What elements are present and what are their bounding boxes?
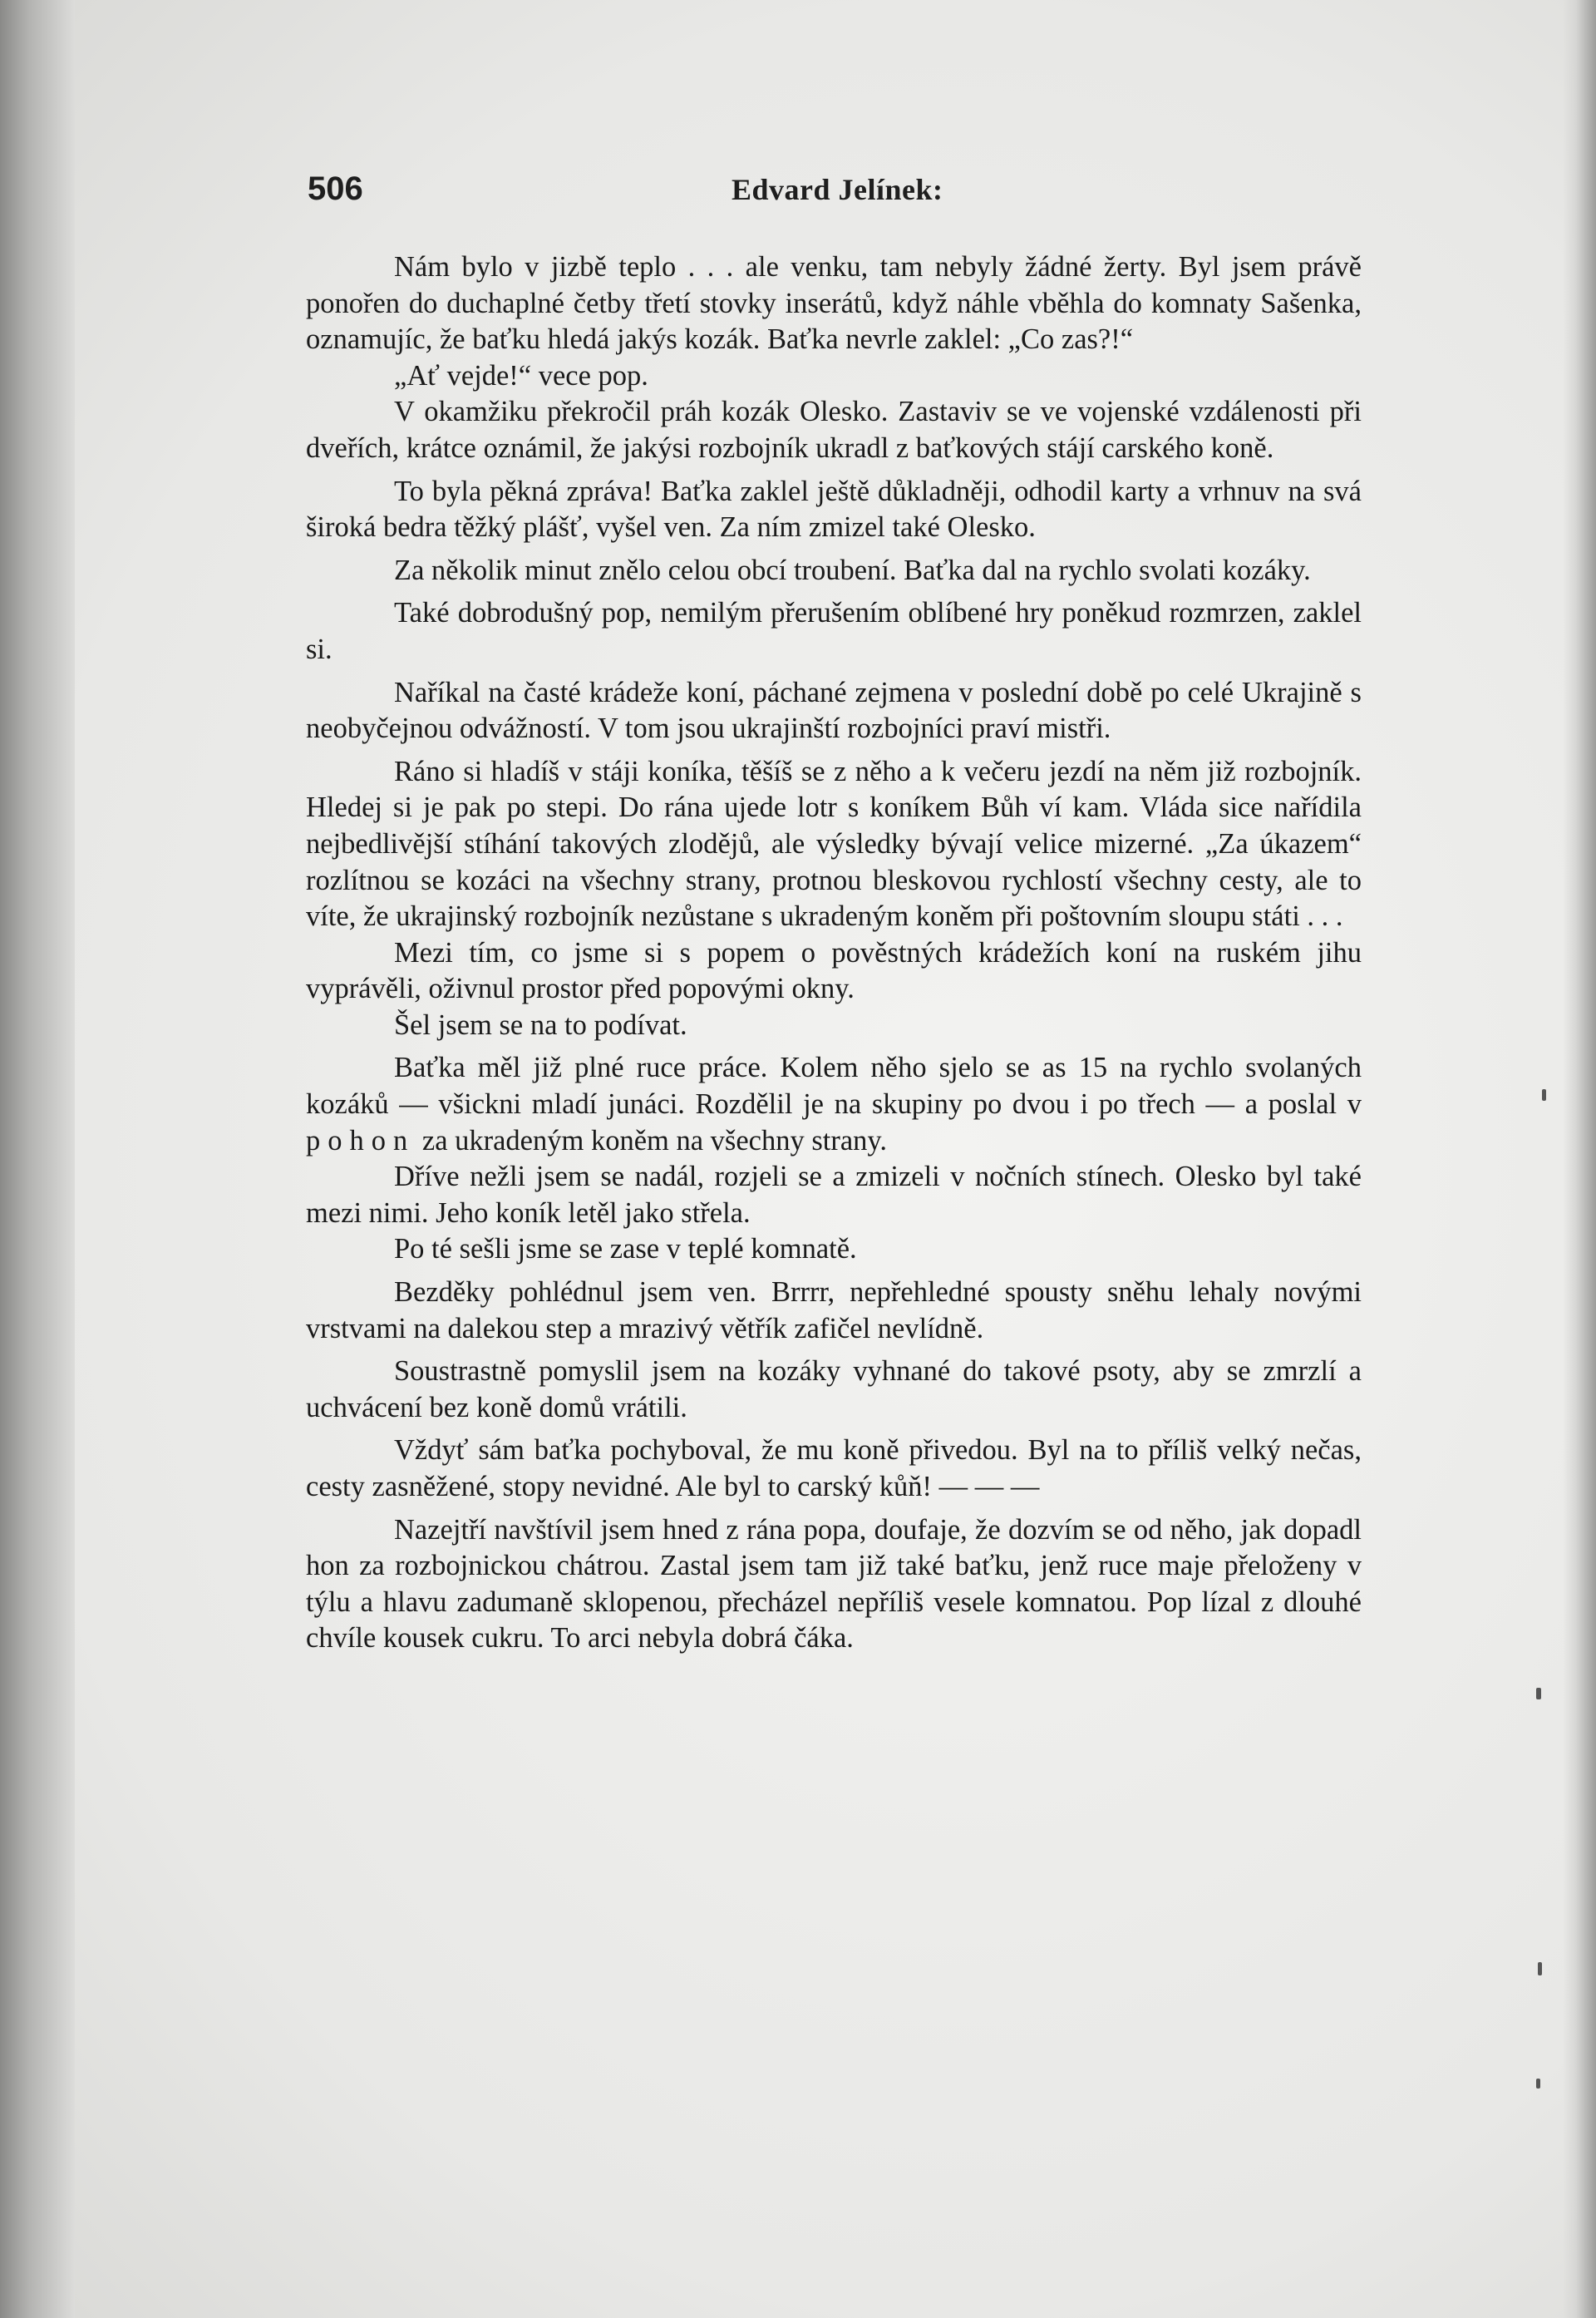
margin-speck xyxy=(1536,2079,1540,2089)
paragraph: Šel jsem se na to podívat. xyxy=(394,1009,687,1041)
page-number: 506 xyxy=(308,170,363,207)
paragraph: Mezi tím, co jsme si s popem o pověstných krádežích koní na ruském jihu vyprávěli, oživnul prostor před popovými okny. xyxy=(306,936,1362,1005)
paragraph: V okamžiku překročil práh kozák Olesko. Zastaviv se ve vojenské vzdálenosti při dveřích, krátce oznámil, že jakýsi rozbojník ukradl z baťkových stájí carského koně. xyxy=(306,396,1362,464)
paragraph xyxy=(306,1050,1362,1159)
margin-speck xyxy=(1542,1089,1546,1101)
paragraph-text: za ukradeným koněm na všechny strany. xyxy=(415,1124,888,1157)
paragraph: Za několik minut znělo celou obcí troubení. Baťka dal na rychlo svolati kozáky. xyxy=(394,554,1311,586)
paragraph: Nám bylo v jizbě teplo . . . ale venku, tam nebyly žádné žerty. Byl jsem právě ponořen do duchaplné četby třetí stovky inserátů, když náhle vběhla do komnaty Sašenka, oznamujíc, že baťku hledá jakýs kozák. Baťka nevrle zaklel: „Co zas?!“ xyxy=(306,251,1362,356)
spaced-emphasis: pohon xyxy=(306,1124,416,1157)
paragraph: Ráno si hladíš v stáji koníka, těšíš se z něho a k večeru jezdí na něm již rozbojník. Hledej si je pak po stepi. Do rána ujede lotr s koníkem Bůh ví kam. Vláda sice nařídila nejbedlivější stíhání takových zlodějů, ale výsledky bývají velice mizerné. „Za úkazem“ rozlítnou se kozáci na všechny strany, protnou bleskovou rychlostí všechny cesty, ale to víte, že ukrajinský rozbojník nezůstane s ukradeným koněm při poštovním sloupu státi . . . xyxy=(306,755,1362,933)
page-edge-shadow xyxy=(1563,0,1596,2318)
paragraph: Vždyť sám baťka pochyboval, že mu koně přivedou. Byl na to příliš velký nečas, cesty zasněžené, stopy nevidné. Ale byl to carský kůň! — — — xyxy=(306,1434,1362,1502)
paragraph: Soustrastně pomyslil jsem na kozáky vyhnané do takové psoty, aby se zmrzlí a uchvácení bez koně domů vrátili. xyxy=(306,1355,1362,1423)
paragraph: Dříve nežli jsem se nadál, rozjeli se a zmizeli v nočních stínech. Olesko byl také mezi nimi. Jeho koník letěl jako střela. xyxy=(306,1161,1362,1229)
paragraph-text: Baťka měl již plné ruce práce. Kolem něho sjelo se as 15 na rychlo svolaných kozáků — všickni mladí junáci. Rozdělil je na skupiny po dvou i po třech — a poslal v xyxy=(306,1052,1362,1121)
page-header xyxy=(308,170,1363,220)
running-title: Edvard Jelínek: xyxy=(732,173,943,206)
paragraph: To byla pěkná zpráva! Baťka zaklel ještě důkladněji, odhodil karty a vrhnuv na svá široká bedra těžký plášť, vyšel ven. Za ním zmizel také Olesko. xyxy=(306,475,1362,544)
paragraph: Nazejtří navštívil jsem hned z rána popa, doufaje, že dozvím se od něho, jak dopadl hon za rozbojnickou chátrou. Zastal jsem tam již také baťku, jenž ruce maje přeloženy v týlu a hlavu zadumaně sklopenou, přecházel nepříliš vesele komnatou. Pop lízal z dlouhé chvíle kousek cukru. To arci nebyla dobrá čáka. xyxy=(306,1513,1362,1655)
paragraph: Také dobrodušný pop, nemilým přerušením oblíbené hry poněkud rozmrzen, zaklel si. xyxy=(306,597,1362,665)
body-text xyxy=(306,249,1362,1657)
paragraph: „Ať vejde!“ vece pop. xyxy=(394,359,648,392)
book-spine-shadow xyxy=(0,0,75,2318)
paragraph: Naříkal na časté krádeže koní, páchané zejmena v poslední době po celé Ukrajině s neobyčejnou odvážností. V tom jsou ukrajinští rozbojníci praví mistři. xyxy=(306,676,1362,745)
margin-speck xyxy=(1536,1688,1541,1699)
margin-speck xyxy=(1538,1962,1542,1975)
paragraph: Po té sešli jsme se zase v teplé komnatě. xyxy=(394,1233,857,1265)
paragraph: Bezděky pohlédnul jsem ven. Brrrr, nepřehledné spousty sněhu lehaly novými vrstvami na dalekou step a mrazivý větřík zafičel nevlídně. xyxy=(306,1276,1362,1344)
